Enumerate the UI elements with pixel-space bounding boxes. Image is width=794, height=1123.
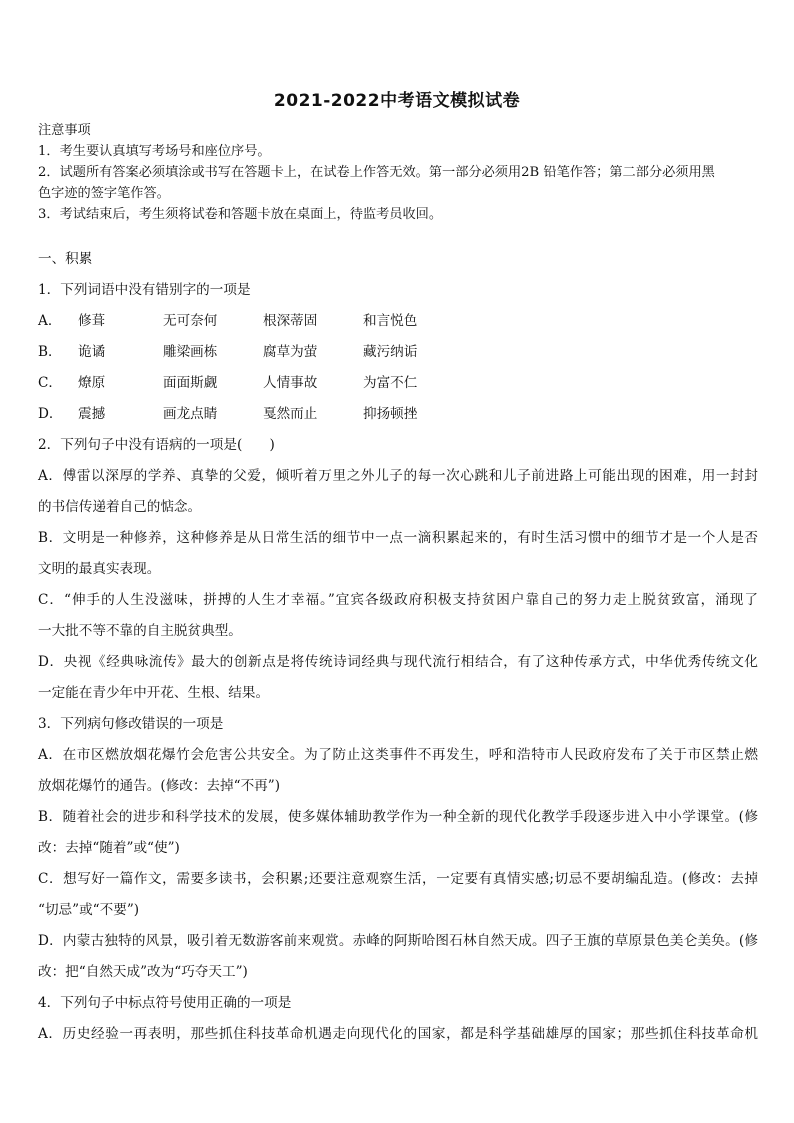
option-word: 诡谲 (78, 344, 106, 360)
option-word: 燎原 (78, 375, 106, 391)
question-3-line: A．在市区燃放烟花爆竹会危害公共安全。为了防止这类事件不再发生，呼和浩特市人民政府发布了关于市区禁止燃 (38, 747, 758, 763)
option-word: 根深蒂固 (263, 313, 318, 329)
question-3-stem: 3．下列病句修改错误的一项是 (38, 716, 224, 732)
notice-block (38, 120, 758, 225)
question-3-line: 放烟花爆竹的通告。(修改：去掉“不再”) (38, 778, 281, 794)
question-4-stem: 4．下列句子中标点符号使用正确的一项是 (38, 995, 292, 1011)
question-4-line: A．历史经验一再表明，那些抓住科技革命机遇走向现代化的国家，都是科学基础雄厚的国家；那些抓住科技革命机 (38, 1026, 758, 1042)
question-2-line: 的书信传递着自己的惦念。 (38, 499, 202, 515)
question-content (38, 244, 758, 1050)
notice-item: 色字迹的签字笔作答。 (38, 186, 170, 201)
notice-item: 1．考生要认真填写考场号和座位序号。 (38, 144, 271, 159)
notice-item: 2．试题所有答案必须填涂或书写在答题卡上，在试卷上作答无效。第一部分必须用2B 铅笔作答；第二部分必须用黑 (38, 165, 715, 180)
option-label: C． (38, 375, 62, 391)
question-2-line: B．文明是一种修养，这种修养是从日常生活的细节中一点一滴积累起来的，有时生活习惯中的细节才是一个人是否 (38, 530, 758, 546)
option-label: A． (38, 313, 62, 329)
option-word: 和言悦色 (363, 313, 418, 329)
option-word: 为富不仁 (363, 375, 418, 391)
option-word: 藏污纳诟 (363, 344, 418, 360)
question-1-option-b (38, 337, 758, 368)
question-1-option-d (38, 399, 758, 430)
question-3-line: 改：去掉“随着”或“使”) (38, 840, 180, 856)
option-word: 震撼 (78, 406, 106, 422)
option-word: 抑扬顿挫 (363, 406, 418, 422)
question-2-line: D．央视《经典咏流传》最大的创新点是将传统诗词经典与现代流行相结合，有了这种传承方式，中华优秀传统文化 (38, 654, 758, 670)
question-1-stem: 1．下列词语中没有错别字的一项是 (38, 282, 251, 298)
question-1-option-a (38, 306, 758, 337)
question-2-line: C．“伸手的人生没滋味，拼搏的人生才幸福。”宜宾各级政府积极支持贫困户靠自己的努力走上脱贫致富，涌现了 (38, 592, 758, 608)
option-word: 修葺 (78, 313, 106, 329)
notice-item: 3．考试结束后，考生须将试卷和答题卡放在桌面上，待监考员收回。 (38, 207, 443, 222)
option-word: 腐草为萤 (263, 344, 318, 360)
question-2-stem: 2．下列句子中没有语病的一项是( ) (38, 437, 275, 453)
option-label: B． (38, 344, 62, 360)
question-2-line: 一大批不等不靠的自主脱贫典型。 (38, 623, 242, 639)
option-word: 人情事故 (263, 375, 318, 391)
question-3-line: C．想写好一篇作文，需要多读书，会积累;还要注意观察生活，一定要有真情实感;切忌不要胡编乱造。(修改：去掉 (38, 871, 758, 887)
notice-heading: 注意事项 (38, 123, 91, 138)
question-1-option-c (38, 368, 758, 399)
question-3-line: “切忌”或“不要”) (38, 902, 140, 918)
option-word: 面面斯觑 (163, 375, 218, 391)
section-heading: 一、积累 (38, 251, 93, 267)
question-2-line: 一定能在青少年中开花、生根、结果。 (38, 685, 270, 701)
option-word: 画龙点睛 (163, 406, 218, 422)
question-3-line: D．内蒙古独特的风景，吸引着无数游客前来观赏。赤峰的阿斯哈图石林自然天成。四子王旗的草原景色美仑美奂。(修 (38, 933, 758, 949)
option-word: 戛然而止 (263, 406, 318, 422)
question-3-line: B．随着社会的进步和科学技术的发展，使多媒体辅助教学作为一种全新的现代化教学手段逐步进入中小学课堂。(修 (38, 809, 758, 825)
page-title: 2021-2022中考语文模拟试卷 (273, 91, 521, 111)
question-2-line: A．傅雷以深厚的学养、真挚的父爱，倾听着万里之外儿子的每一次心跳和儿子前进路上可能出现的困难，用一封封 (38, 468, 758, 484)
option-word: 无可奈何 (163, 313, 218, 329)
option-label: D． (38, 406, 63, 422)
question-2-line: 文明的最真实表现。 (38, 561, 161, 577)
option-word: 雕梁画栋 (163, 344, 218, 360)
question-3-line: 改：把“自然天成”改为“巧夺天工”) (38, 964, 248, 980)
